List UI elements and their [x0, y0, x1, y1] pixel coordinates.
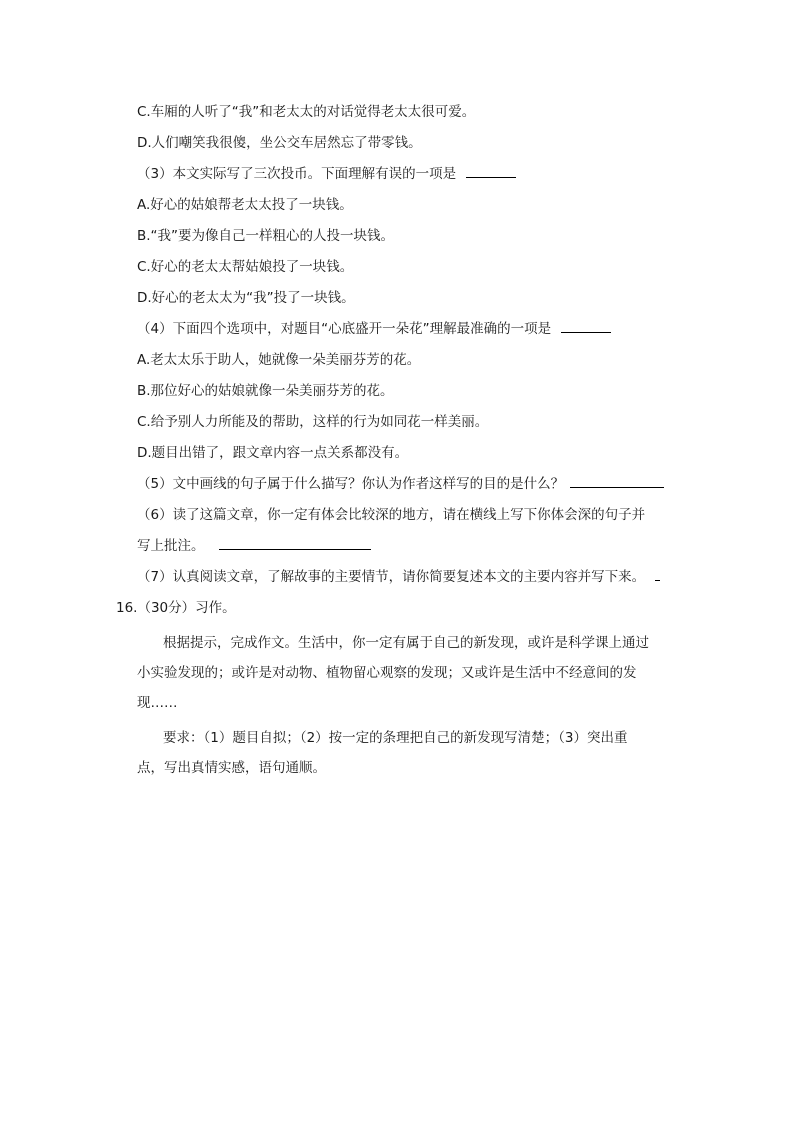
question-3-stem [137, 165, 516, 183]
composition-requirements-line-2: 点，写出真情实感，语句通顺。 [137, 760, 326, 776]
question-3-stem-text: （3）本文实际写了三次投币。下面理解有误的一项是 [137, 166, 457, 182]
question-5 [137, 475, 664, 493]
answer-blank[interactable] [561, 320, 611, 333]
question-6-line-2-text: 写上批注。 [137, 538, 205, 554]
option-d-prev-question: D.人们嘲笑我很傻，坐公交车居然忘了带零钱。 [137, 135, 422, 151]
question-7-text: （7）认真阅读文章，了解故事的主要情节，请你简要复述本文的主要内容并写下来。 [137, 569, 646, 585]
question-3-option-d: D.好心的老太太为“我”投了一块钱。 [137, 290, 355, 306]
question-4-option-b: B.那位好心的姑娘就像一朵美丽芬芳的花。 [137, 383, 394, 399]
question-4-option-a: A.老太太乐于助人，她就像一朵美丽芬芳的花。 [137, 352, 421, 368]
answer-blank[interactable] [655, 568, 660, 581]
option-c-prev-question: C.车厢的人听了“我”和老太太的对话觉得老太太很可爱。 [137, 104, 476, 120]
question-3-option-a: A.好心的姑娘帮老太太投了一块钱。 [137, 197, 353, 213]
question-6-line-2 [137, 537, 371, 555]
question-4-stem-text: （4）下面四个选项中，对题目“心底盛开一朵花”理解最准确的一项是 [137, 321, 552, 337]
composition-prompt-line-3: 现…… [137, 695, 178, 711]
question-16-header: 16.（30分）习作。 [116, 600, 236, 616]
composition-requirements-line-1: 要求：（1）题目自拟；（2）按一定的条理把自己的新发现写清楚；（3）突出重 [163, 730, 628, 746]
answer-blank[interactable] [219, 537, 371, 550]
question-4-stem [137, 320, 611, 338]
question-5-text: （5）文中画线的句子属于什么描写？你认为作者这样写的目的是什么？ [137, 476, 565, 492]
answer-blank[interactable] [466, 165, 516, 178]
question-4-option-d: D.题目出错了，跟文章内容一点关系都没有。 [137, 445, 409, 461]
question-4-option-c: C.给予别人力所能及的帮助，这样的行为如同花一样美丽。 [137, 414, 489, 430]
composition-prompt-line-1: 根据提示，完成作文。生活中，你一定有属于自己的新发现，或许是科学课上通过 [163, 635, 649, 651]
question-7 [137, 568, 660, 586]
composition-prompt-line-2: 小实验发现的；或许是对动物、植物留心观察的发现；又或许是生活中不经意间的发 [137, 665, 637, 681]
question-3-option-c: C.好心的老太太帮姑娘投了一块钱。 [137, 259, 354, 275]
question-3-option-b: B.“我”要为像自己一样粗心的人投一块钱。 [137, 228, 395, 244]
question-6-line-1: （6）读了这篇文章，你一定有体会比较深的地方，请在横线上写下你体会深的句子并 [137, 507, 646, 523]
answer-blank[interactable] [570, 475, 664, 488]
